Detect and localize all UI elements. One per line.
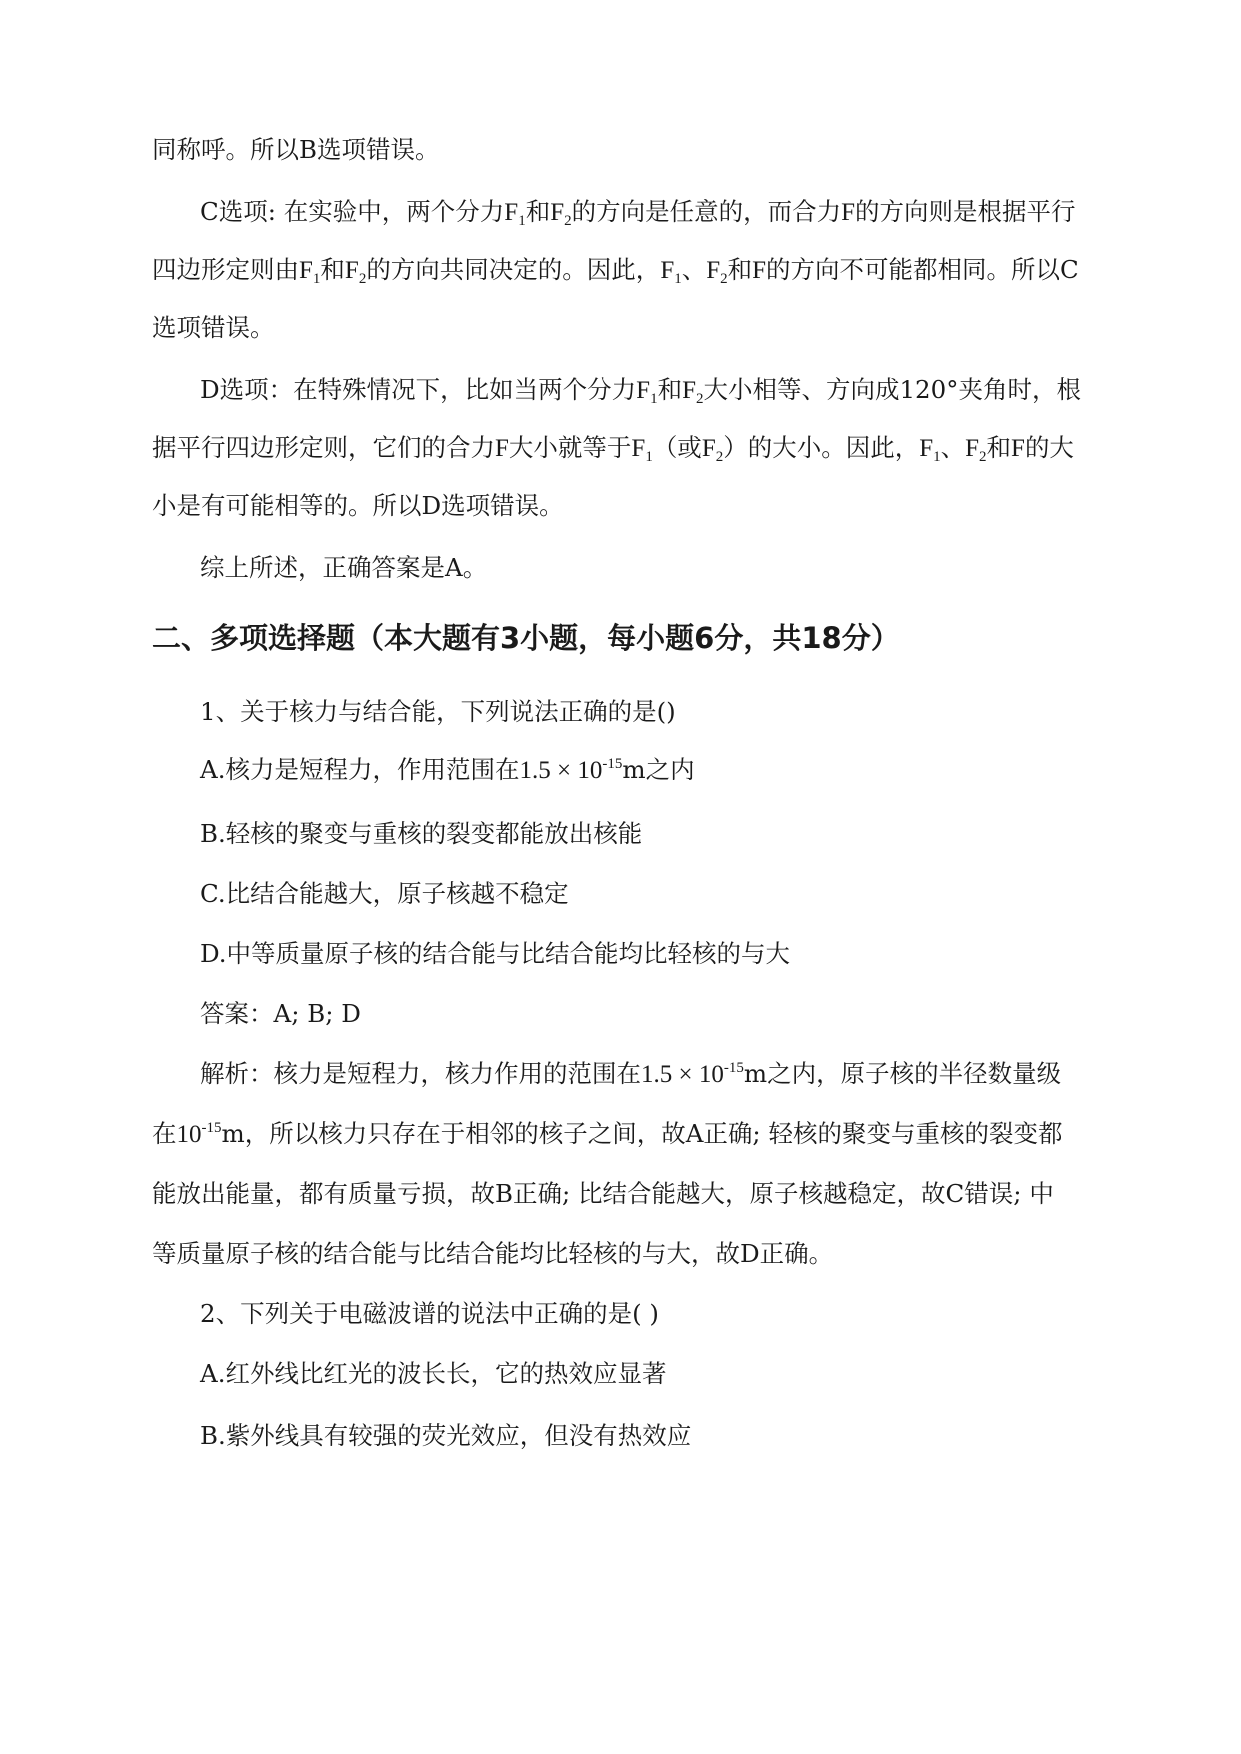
option-d-explanation-line-1: D选项：在特殊情况下，比如当两个分力$F_1$和$F_2$大小相等、方向成120°夹角时，根 <box>200 375 1081 407</box>
section-heading: 二、多项选择题（本大题有3小题，每小题6分，共18分） <box>152 621 900 655</box>
force-f1: $F_1$ <box>504 199 526 229</box>
question-1-analysis-line-3: 能放出能量，都有质量亏损，故B正确; 比结合能越大，原子核越稳定，故C错误; 中 <box>152 1179 1054 1208</box>
question-1-stem: 1、关于核力与结合能，下列说法正确的是() <box>200 697 676 726</box>
question-1-analysis-line-4: 等质量原子核的结合能与比结合能均比轻核的与大，故D正确。 <box>152 1239 834 1268</box>
force-f2: $F_2$ <box>965 435 987 465</box>
question-1-option-c: C.比结合能越大，原子核越不稳定 <box>200 879 569 908</box>
resultant-force-f: F <box>1011 435 1025 462</box>
force-f2: $F_2$ <box>701 435 724 465</box>
question-1-option-d: D.中等质量原子核的结合能与比结合能均比轻核的与大 <box>200 939 791 968</box>
question-2-option-b: B.紫外线具有较强的荧光效应，但没有热效应 <box>200 1421 692 1450</box>
force-f1: $F_1$ <box>631 435 653 465</box>
option-c-explanation-line-2: 四边形定则由$F_1$和$F_2$的方向共同决定的。因此，$F_1$、$F_2$和F的方向不可能都相同。所以C <box>152 255 1079 287</box>
option-d-explanation-line-2: 据平行四边形定则，它们的合力F大小就等于$F_1$（或$F_2$）的大小。因此，$F_1$、$F_2$和F的大 <box>152 433 1074 465</box>
question-1-option-a: A.核力是短程力，作用范围在$1.5 \times 10^{-15}m$之内 <box>200 755 695 784</box>
range-value: $1.5 \times 10^{-15}$ <box>519 756 623 784</box>
question-1-option-b: B.轻核的聚变与重核的裂变都能放出核能 <box>200 819 643 848</box>
question-1-analysis-line-1: 解析：核力是短程力，核力作用的范围在$1.5 \times 10^{-15}m$之内，原子核的半径数量级 <box>200 1059 1062 1088</box>
option-b-conclusion: 同称呼。所以B选项错误。 <box>152 135 440 164</box>
question-2-option-a: A.红外线比红光的波长长，它的热效应显著 <box>200 1359 667 1388</box>
resultant-force-f: F <box>841 199 856 226</box>
force-f2: $F_2$ <box>344 257 367 287</box>
range-value: $1.5 \times 10^{-15}$ <box>641 1060 744 1088</box>
force-f2: $F_2$ <box>706 257 728 287</box>
force-f2: $F_2$ <box>550 199 572 229</box>
force-f1: $F_1$ <box>636 377 658 407</box>
resultant-force-f: F <box>752 257 767 284</box>
radius-magnitude: $10^{-15}$ <box>176 1120 222 1148</box>
question-1-answer: 答案：A; B; D <box>200 999 361 1028</box>
option-c-explanation-line-1: C选项: 在实验中，两个分力$F_1$和$F_2$的方向是任意的，而合力F的方向则是根据平行 <box>200 197 1076 229</box>
question-1-analysis-line-2: 在$10^{-15}m$，所以核力只存在于相邻的核子之间，故A正确; 轻核的聚变与重核的裂变都 <box>152 1119 1063 1148</box>
force-f1: $F_1$ <box>919 435 941 465</box>
question-2-stem: 2、下列关于电磁波谱的说法中正确的是( ) <box>200 1299 659 1328</box>
option-c-explanation-line-3: 选项错误。 <box>152 313 275 342</box>
force-f1: $F_1$ <box>299 257 321 287</box>
summary-text: 综上所述，正确答案是A。 <box>200 553 488 582</box>
force-f1: $F_1$ <box>660 257 682 287</box>
resultant-force-f: F <box>495 435 509 462</box>
force-f2: $F_2$ <box>682 377 704 407</box>
option-d-explanation-line-3: 小是有可能相等的。所以D选项错误。 <box>152 491 564 520</box>
